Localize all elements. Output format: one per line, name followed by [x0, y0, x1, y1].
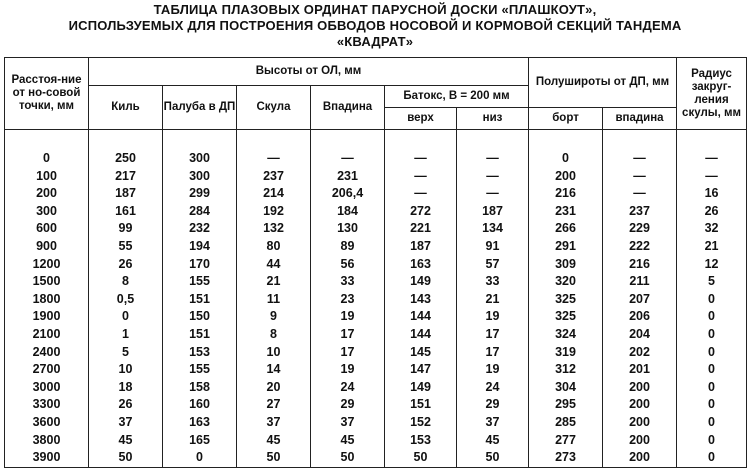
table-cell: 21	[457, 291, 529, 309]
table-row	[5, 273, 747, 291]
table-cell: 144	[385, 326, 457, 344]
table-cell: 284	[163, 203, 237, 221]
table-cell: 3800	[5, 432, 89, 450]
table-cell: 266	[529, 220, 603, 238]
table-cell: 26	[89, 256, 163, 274]
table-cell: 0	[677, 326, 747, 344]
table-cell: —	[311, 130, 385, 168]
table-cell: 11	[237, 291, 311, 309]
table-cell: 187	[457, 203, 529, 221]
table-title-line-2: ИСПОЛЬЗУЕМЫХ ДЛЯ ПОСТРОЕНИЯ ОБВОДОВ НОСОВОЙ И КОРМОВОЙ СЕКЦИЙ ТАНДЕМА	[68, 18, 682, 33]
header-deck: Палуба в ДП	[163, 86, 237, 130]
table-cell: 291	[529, 238, 603, 256]
table-cell: 10	[237, 344, 311, 362]
table-cell: 200	[529, 168, 603, 186]
table-cell: 0	[677, 396, 747, 414]
table-cell: 29	[457, 396, 529, 414]
table-cell: 319	[529, 344, 603, 362]
table-cell: 17	[457, 326, 529, 344]
table-row	[5, 432, 747, 450]
header-buttock-top: верх	[385, 108, 457, 130]
table-cell: 170	[163, 256, 237, 274]
table-cell: —	[457, 185, 529, 203]
table-cell: 33	[457, 273, 529, 291]
table-cell: 147	[385, 361, 457, 379]
table-cell: 151	[163, 326, 237, 344]
table-cell: —	[457, 168, 529, 186]
table-cell: 89	[311, 238, 385, 256]
table-cell: 0	[677, 361, 747, 379]
table-cell: —	[457, 130, 529, 168]
table-cell: 24	[457, 379, 529, 397]
table-cell: 21	[237, 273, 311, 291]
header-keel: Киль	[89, 86, 163, 130]
table-cell: 158	[163, 379, 237, 397]
table-cell: 160	[163, 396, 237, 414]
table-cell: 300	[163, 130, 237, 168]
table-cell: 0	[677, 308, 747, 326]
table-cell: 45	[89, 432, 163, 450]
table-cell: 200	[603, 432, 677, 450]
table-cell: 45	[457, 432, 529, 450]
table-cell: 217	[89, 168, 163, 186]
header-distance: Расстоя-ние от но-совой точки, мм	[5, 58, 89, 130]
table-cell: 155	[163, 361, 237, 379]
table-cell: 134	[457, 220, 529, 238]
table-cell: 57	[457, 256, 529, 274]
table-cell: 80	[237, 238, 311, 256]
table-cell: 0	[89, 308, 163, 326]
table-cell: 194	[163, 238, 237, 256]
table-cell: 237	[237, 168, 311, 186]
table-cell: 299	[163, 185, 237, 203]
table-cell: 207	[603, 291, 677, 309]
table-cell: 150	[163, 308, 237, 326]
table-cell: 202	[603, 344, 677, 362]
table-cell: 285	[529, 414, 603, 432]
table-row	[5, 379, 747, 397]
table-cell: 200	[603, 379, 677, 397]
header-chine: Скула	[237, 86, 311, 130]
table-cell: 21	[677, 238, 747, 256]
table-cell: 0	[677, 291, 747, 309]
table-title-line-3: «КВАДРАТ»	[336, 34, 414, 49]
table-cell: 26	[89, 396, 163, 414]
table-cell: 324	[529, 326, 603, 344]
table-row	[5, 396, 747, 414]
table-cell: 27	[237, 396, 311, 414]
table-cell: 165	[163, 432, 237, 450]
table-row	[5, 185, 747, 203]
table-cell: 132	[237, 220, 311, 238]
table-cell: 237	[603, 203, 677, 221]
table-cell: 325	[529, 308, 603, 326]
table-cell: 99	[89, 220, 163, 238]
table-cell: 320	[529, 273, 603, 291]
table-cell: 3300	[5, 396, 89, 414]
table-cell: —	[385, 168, 457, 186]
table-cell: 900	[5, 238, 89, 256]
table-cell: —	[385, 185, 457, 203]
table-cell: 24	[311, 379, 385, 397]
table-cell: 187	[89, 185, 163, 203]
table-title-line-1: ТАБЛИЦА ПЛАЗОВЫХ ОРДИНАТ ПАРУСНОЙ ДОСКИ «ПЛАШКОУТ»,	[153, 2, 597, 17]
table-cell: 37	[89, 414, 163, 432]
table-cell: 45	[311, 432, 385, 450]
table-cell: 3000	[5, 379, 89, 397]
table-row	[5, 414, 747, 432]
table-row	[5, 326, 747, 344]
table-cell: 17	[457, 344, 529, 362]
table-cell: 17	[311, 326, 385, 344]
table-cell: 200	[603, 414, 677, 432]
table-cell: 32	[677, 220, 747, 238]
table-cell: 149	[385, 379, 457, 397]
table-cell: 229	[603, 220, 677, 238]
table-cell: 45	[237, 432, 311, 450]
table-cell: 37	[237, 414, 311, 432]
table-cell: 0	[677, 414, 747, 432]
table-cell: 16	[677, 185, 747, 203]
table-row	[5, 344, 747, 362]
ordinates-table	[4, 57, 747, 468]
table-row	[5, 168, 747, 186]
table-cell: 163	[385, 256, 457, 274]
table-cell: 145	[385, 344, 457, 362]
table-cell: 0	[677, 344, 747, 362]
table-cell: 1	[89, 326, 163, 344]
table-cell: 600	[5, 220, 89, 238]
table-cell: 0	[5, 130, 89, 168]
header-hollow: Впадина	[311, 86, 385, 130]
table-cell: 0	[163, 449, 237, 467]
table-row	[5, 256, 747, 274]
table-cell: 9	[237, 308, 311, 326]
table-cell: 20	[237, 379, 311, 397]
table-cell: 325	[529, 291, 603, 309]
table-cell: 1200	[5, 256, 89, 274]
table-cell: 312	[529, 361, 603, 379]
table-cell: 3600	[5, 414, 89, 432]
table-cell: 10	[89, 361, 163, 379]
table-row	[5, 291, 747, 309]
table-cell: 273	[529, 449, 603, 467]
table-cell: 309	[529, 256, 603, 274]
table-cell: 2400	[5, 344, 89, 362]
table-cell: 304	[529, 379, 603, 397]
table-cell: 1500	[5, 273, 89, 291]
table-cell: 5	[677, 273, 747, 291]
table-cell: 0	[529, 130, 603, 168]
header-hollows: впадина	[603, 108, 677, 130]
table-cell: —	[603, 185, 677, 203]
table-cell: 231	[529, 203, 603, 221]
table-cell: 222	[603, 238, 677, 256]
table-cell: —	[677, 130, 747, 168]
table-cell: 12	[677, 256, 747, 274]
table-cell: 50	[385, 449, 457, 467]
table-cell: 3900	[5, 449, 89, 467]
table-cell: 2700	[5, 361, 89, 379]
table-cell: 300	[5, 203, 89, 221]
table-cell: 55	[89, 238, 163, 256]
table-cell: 0	[677, 449, 747, 467]
table-cell: 200	[603, 396, 677, 414]
table-cell: 14	[237, 361, 311, 379]
table-cell: 8	[89, 273, 163, 291]
table-cell: 50	[311, 449, 385, 467]
table-cell: —	[237, 130, 311, 168]
header-buttock-bottom: низ	[457, 108, 529, 130]
table-cell: 144	[385, 308, 457, 326]
table-cell: 0	[677, 432, 747, 450]
table-cell: 151	[385, 396, 457, 414]
table-cell: 2100	[5, 326, 89, 344]
table-cell: 44	[237, 256, 311, 274]
table-cell: —	[603, 168, 677, 186]
table-cell: 153	[163, 344, 237, 362]
table-cell: 149	[385, 273, 457, 291]
table-cell: 18	[89, 379, 163, 397]
table-cell: 26	[677, 203, 747, 221]
table-cell: 91	[457, 238, 529, 256]
header-radius: Радиус закруг-ления скулы, мм	[677, 58, 747, 130]
table-cell: 19	[457, 308, 529, 326]
table-cell: 232	[163, 220, 237, 238]
table-cell: 50	[89, 449, 163, 467]
header-buttock-group: Батокс, В = 200 мм	[385, 86, 529, 108]
table-cell: 201	[603, 361, 677, 379]
table-body	[5, 130, 747, 468]
table-cell: 250	[89, 130, 163, 168]
header-heights-group: Высоты от ОЛ, мм	[89, 58, 529, 86]
table-cell: 37	[457, 414, 529, 432]
table-cell: 216	[529, 185, 603, 203]
table-cell: 151	[163, 291, 237, 309]
table-row	[5, 203, 747, 221]
table-cell: 214	[237, 185, 311, 203]
table-cell: 211	[603, 273, 677, 291]
table-cell: 50	[457, 449, 529, 467]
table-cell: 19	[311, 308, 385, 326]
table-cell: 56	[311, 256, 385, 274]
table-cell: 8	[237, 326, 311, 344]
table-row	[5, 308, 747, 326]
table-cell: 184	[311, 203, 385, 221]
table-cell: 100	[5, 168, 89, 186]
table-cell: 155	[163, 273, 237, 291]
table-cell: 161	[89, 203, 163, 221]
table-cell: —	[603, 130, 677, 168]
table-cell: 153	[385, 432, 457, 450]
table-cell: 187	[385, 238, 457, 256]
table-row	[5, 130, 747, 168]
table-cell: 295	[529, 396, 603, 414]
header-side: борт	[529, 108, 603, 130]
table-cell: 19	[457, 361, 529, 379]
table-cell: 221	[385, 220, 457, 238]
table-row	[5, 449, 747, 467]
table-cell: 23	[311, 291, 385, 309]
table-cell: 216	[603, 256, 677, 274]
table-cell: 0	[677, 379, 747, 397]
table-cell: 277	[529, 432, 603, 450]
table-cell: 1900	[5, 308, 89, 326]
table-cell: 192	[237, 203, 311, 221]
table-cell: 37	[311, 414, 385, 432]
table-cell: 204	[603, 326, 677, 344]
table-cell: 17	[311, 344, 385, 362]
table-cell: 19	[311, 361, 385, 379]
table-cell: —	[677, 168, 747, 186]
table-cell: 200	[603, 449, 677, 467]
table-cell: 130	[311, 220, 385, 238]
table-row	[5, 361, 747, 379]
header-half-widths-group: Полуширoты от ДП, мм	[529, 58, 677, 108]
table-cell: 152	[385, 414, 457, 432]
table-cell: 206,4	[311, 185, 385, 203]
table-cell: 50	[237, 449, 311, 467]
table-cell: 200	[5, 185, 89, 203]
table-cell: 33	[311, 273, 385, 291]
table-cell: 29	[311, 396, 385, 414]
table-cell: 0,5	[89, 291, 163, 309]
table-cell: 163	[163, 414, 237, 432]
table-cell: 1800	[5, 291, 89, 309]
table-row	[5, 220, 747, 238]
table-cell: 300	[163, 168, 237, 186]
table-cell: 231	[311, 168, 385, 186]
table-cell: —	[385, 130, 457, 168]
table-cell: 5	[89, 344, 163, 362]
table-cell: 206	[603, 308, 677, 326]
table-row	[5, 238, 747, 256]
table-cell: 272	[385, 203, 457, 221]
table-cell: 143	[385, 291, 457, 309]
